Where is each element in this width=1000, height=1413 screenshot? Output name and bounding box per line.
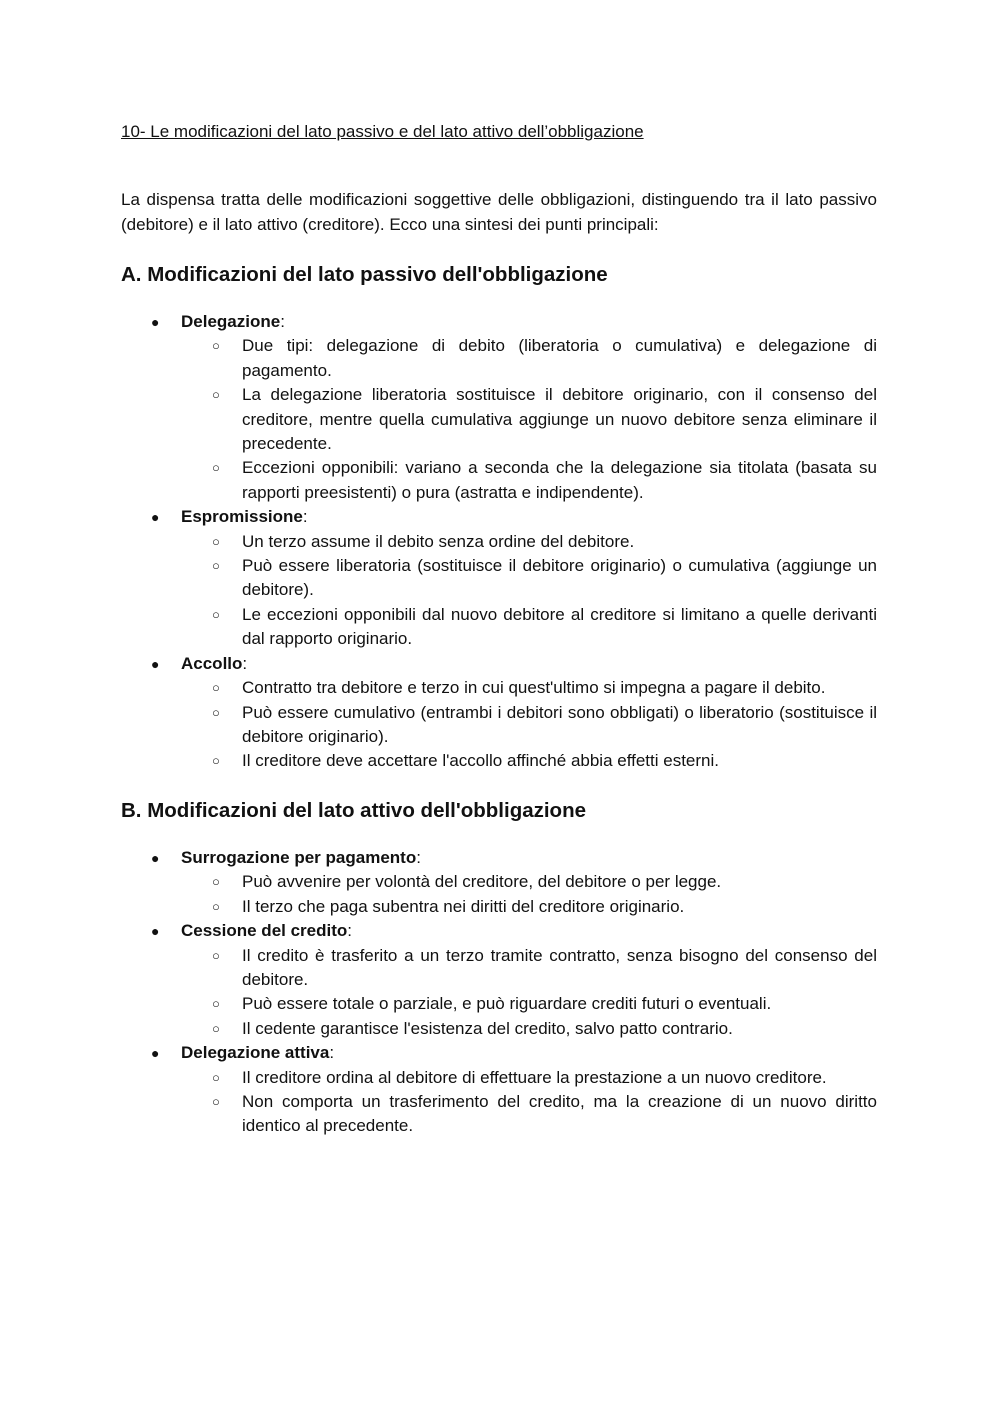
bullet-icon: ● [151,923,160,940]
circle-bullet-icon: ○ [212,898,220,914]
sublist [181,870,877,919]
sub-item-text: Può essere totale o parziale, e può riguardare crediti futuri o eventuali. [242,994,772,1014]
section-heading-active: B. Modificazioni del lato attivo dell'obbligazione [121,799,587,822]
item-label: Accollo [181,653,243,673]
bullet-icon: ● [151,314,160,330]
sub-item [121,701,877,750]
circle-bullet-icon: ○ [212,606,220,622]
sub-item [121,992,877,1016]
sub-item-text: Contratto tra debitore e terzo in cui quest'ultimo si impegna a pagare il debito. [242,678,826,698]
sub-item [121,944,877,993]
sub-item-text: Può essere liberatoria (sostituisce il debitore originario) o cumulativa (aggiunge un debitore). [242,556,877,600]
section-list-active [121,846,877,1139]
sub-item [121,530,877,554]
sub-item [121,749,877,773]
list-item-delegazione [121,310,877,505]
item-suffix: : [347,921,353,941]
section-list-passive [121,310,877,774]
circle-bullet-icon: ○ [212,704,220,720]
sub-item [121,334,877,383]
sub-item [121,1066,877,1090]
intro-paragraph: La dispensa tratta delle modificazioni soggettive delle obbligazioni, distinguendo tra il lato passivo (debitore) e il lato attivo (creditore). Ecco una sintesi dei punti principali: [121,190,877,234]
item-suffix: : [302,507,308,527]
sub-item-text: Può avvenire per volontà del creditore, del debitore o per legge. [242,872,722,892]
circle-bullet-icon: ○ [212,874,220,890]
sub-item-text: Non comporta un trasferimento del credito, ma la creazione di un nuovo diritto identico al precedente. [242,1092,877,1136]
list-item-cessione [121,919,877,1041]
sub-item [121,456,877,505]
circle-bullet-icon: ○ [212,1069,220,1085]
sublist [181,944,877,1042]
item-label: Delegazione attiva [181,1043,330,1063]
circle-bullet-icon: ○ [212,1094,220,1110]
circle-bullet-icon: ○ [212,387,220,403]
circle-bullet-icon: ○ [212,558,220,574]
sub-item [121,1017,877,1041]
circle-bullet-icon: ○ [212,460,220,476]
sub-item-text: Due tipi: delegazione di debito (liberatoria o cumulativa) e delegazione di pagamento. [242,336,877,380]
sub-item-text: Il cedente garantisce l'esistenza del credito, salvo patto contrario. [242,1018,733,1038]
sub-item [121,603,877,652]
sub-item-text: Il credito è trasferito a un terzo tramite contratto, senza bisogno del consenso del debitore. [242,945,877,990]
list-item-espromissione [121,505,877,651]
bullet-icon: ● [151,509,160,526]
sublist [181,676,877,774]
item-suffix: : [329,1043,335,1063]
list-item-accollo [121,652,877,774]
item-suffix: : [242,653,248,673]
document-title: 10- Le modificazioni del lato passivo e del lato attivo dell’obbligazione [121,122,644,141]
item-label: Surrogazione per pagamento [181,848,417,867]
sub-item [121,870,877,894]
circle-bullet-icon: ○ [212,338,220,354]
sub-item [121,1090,877,1139]
bullet-icon: ● [151,850,160,866]
circle-bullet-icon: ○ [212,680,220,696]
list-item-delegazione-attiva [121,1041,877,1139]
sub-item-text: Il creditore deve accettare l'accollo affinché abbia effetti esterni. [242,751,720,771]
item-label: Espromissione [181,507,303,527]
bullet-icon: ● [151,1045,160,1062]
sublist [181,530,877,652]
sub-item-text: Il creditore ordina al debitore di effettuare la prestazione a un nuovo creditore. [242,1067,827,1087]
sub-item-text: Può essere cumulativo (entrambi i debitori sono obbligati) o liberatorio (sostituisce il debitore originario). [242,702,877,746]
section-heading-passive: A. Modificazioni del lato passivo dell'obbligazione [121,263,608,286]
sub-item-text: Un terzo assume il debito senza ordine del debitore. [242,531,635,551]
bullet-icon: ● [151,655,160,672]
sublist [181,334,877,505]
sub-item-text: Il terzo che paga subentra nei diritti del creditore originario. [242,896,685,916]
circle-bullet-icon: ○ [212,1020,220,1036]
sub-item [121,895,877,919]
circle-bullet-icon: ○ [212,533,220,549]
sub-item-text: Eccezioni opponibili: variano a seconda che la delegazione sia titolata (basata su rapporti preesistenti) o pura (astratta e indipendente). [242,458,877,502]
item-suffix: : [280,312,285,331]
item-label: Cessione del credito [181,921,348,941]
list-item-surrogazione [121,846,877,919]
item-label: Delegazione [181,312,281,331]
sub-item [121,676,877,700]
sub-item [121,383,877,456]
circle-bullet-icon: ○ [212,753,220,769]
circle-bullet-icon: ○ [212,996,220,1012]
item-suffix: : [416,848,421,867]
sublist [181,1066,877,1139]
sub-item-text: La delegazione liberatoria sostituisce il debitore originario, con il consenso del creditore, mentre quella cumulativa aggiunge un nuovo debitore senza eliminare il precedente. [242,385,877,454]
sub-item [121,554,877,603]
circle-bullet-icon: ○ [212,947,220,963]
sub-item-text: Le eccezioni opponibili dal nuovo debitore al creditore si limitano a quelle derivanti dal rapporto originario. [242,604,877,649]
